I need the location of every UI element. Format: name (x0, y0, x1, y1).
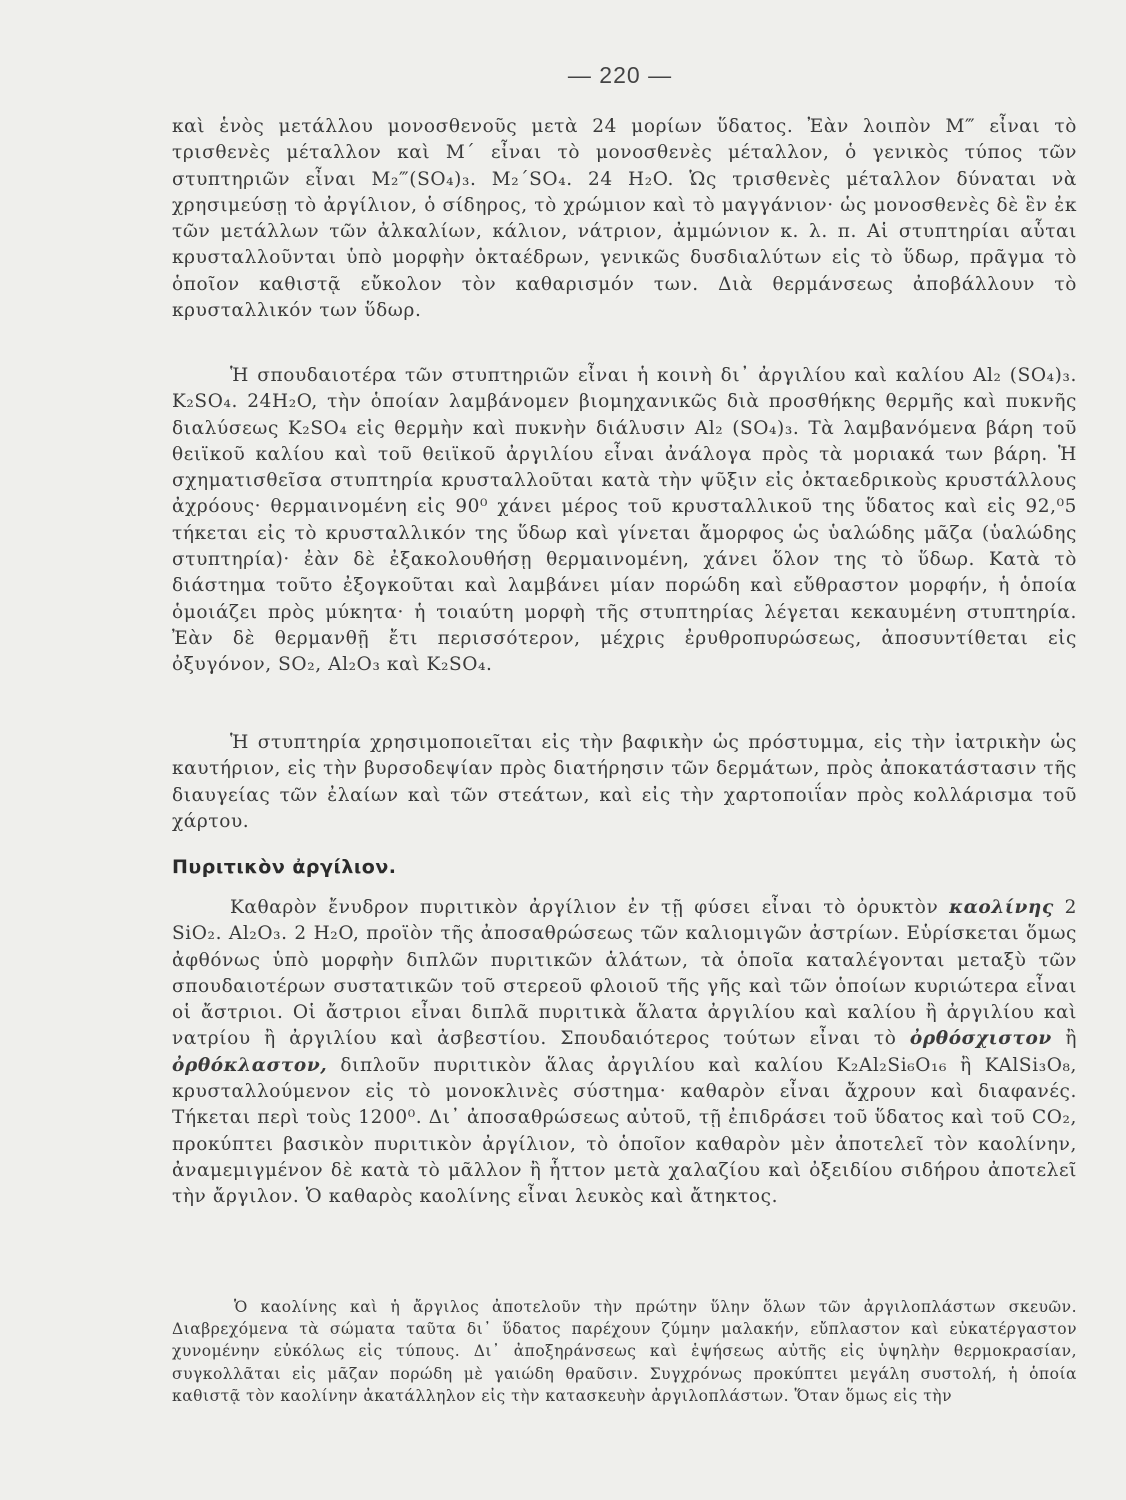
kaolin-or: ἢ (1065, 1028, 1078, 1050)
paragraph-common-alum: Ἡ σπουδαιοτέρα τῶν στυπτηριῶν εἶναι ἡ κοινὴ δι᾽ ἀργιλίου καὶ καλίου Al₂ (SO₄)₃. K₂SO₄. 24H₂O, τὴν ὁποίαν λαμβάνομεν βιομηχανικῶς διὰ προσθήκης θερμῆς καὶ πυκνῆς διαλύσεως K₂SO₄ εἰς θερμὴν καὶ πυκνὴν διάλυσιν Al₂ (SO₄)₃. Τὰ λαμβανόμενα βάρη τοῦ θειϊκοῦ καλίου καὶ τοῦ θειϊκοῦ ἀργιλίου εἶναι ἀνάλογα πρὸς τὰ μοριακά των βάρη. Ἡ σχηματισθεῖσα στυπτηρία κρυσταλλοῦται κατὰ τὴν ψῦξιν εἰς ὀκταεδρικοὺς κρυστάλλους ἀχρόους· θερμαινομένη εἰς 90⁰ χάνει μέρος τοῦ κρυσταλλικοῦ της ὕδατος καὶ εἰς 92,⁰5 τήκεται εἰς τὸ κρυσταλλικόν της ὕδωρ καὶ γίνεται ἄμορφος ὡς ὑαλώδης μᾶζα (ὑαλώδης στυπτηρία)· ἐὰν δὲ ἐξακολουθήσῃ θερμαινομένη, χάνει ὅλον της τὸ ὕδωρ. Κατὰ τὸ διάστημα τοῦτο ἐξογκοῦται καὶ λαμβάνει μίαν πορώδη καὶ εὔθραστον μορφήν, ἡ ὁποία ὁμοιάζει πρὸς μύκητα· ἡ τοιαύτη μορφὴ τῆς στυπτηρίας λέγεται κεκαυμένη στυπτηρία. Ἐὰν δὲ θερμανθῇ ἔτι περισσότερον, μέχρις ἐρυθροπυρώσεως, ἀποσυντίθεται εἰς ὀξυγόνον, SO₂, Al₂O₃ καὶ K₂SO₄. (172, 365, 1077, 676)
paragraph-alum-formula: καὶ ἑνὸς μετάλλου μονοσθενοῦς μετὰ 24 μορίων ὕδατος. Ἐὰν λοιπὸν M‴ εἶναι τὸ τρισθενὲς μέταλλον καὶ M΄ εἶναι τὸ μονοσθενὲς μέταλλον, ὁ γενικὸς τύπος τῶν στυπτηριῶν εἶναι M₂‴(SO₄)₃. M₂΄SO₄. 24 H₂O. Ὡς τρισθενὲς μέταλλον δύναται νὰ χρησιμεύσῃ τὸ ἀργίλιον, ὁ σίδηρος, τὸ χρώμιον καὶ τὸ μαγγάνιον· ὡς μονοσθενὲς δὲ ἓν ἐκ τῶν μετάλλων τῶν ἀλκαλίων, κάλιον, νάτριον, ἀμμώνιον κ. λ. π. Αἱ στυπτηρίαι αὗται κρυσταλλοῦνται ὑπὸ μορφὴν ὀκταέδρων, γενικῶς δυσδιαλύτων εἰς τὸ ὕδωρ, πρᾶγμα τὸ ὁποῖον καθιστᾷ εὔκολον τὸν καθαρισμόν των. Διὰ θερμάνσεως ἀποβάλλουν τὸ κρυσταλλικόν των ὕδωρ. (172, 116, 1077, 322)
kaolin-intro: Καθαρὸν ἔνυδρον πυριτικὸν ἀργίλιον ἐν τῇ φύσει εἶναι τὸ ὀρυκτὸν (230, 897, 939, 918)
kaolin-rest: διπλοῦν πυριτικὸν ἅλας ἀργιλίου καὶ καλίου K₂Al₂Si₆O₁₆ ἢ KAlSi₃O₈, κρυσταλλούμενον εἰς τὸ μονοκλινὲς σύστημα· καθαρὸν εἶναι ἄχρουν καὶ διαφανές. Τήκεται περὶ τοὺς 1200⁰. Δι᾽ ἀποσαθρώσεως αὐτοῦ, τῇ ἐπιδράσει τοῦ ὕδατος καὶ τοῦ CO₂, προκύπτει βασικὸν πυριτικὸν ἀργίλιον, τὸ ὁποῖον καθαρὸν μὲν ἀποτελεῖ τὸν καολίνην, ἀναμεμιγμένον δὲ κατὰ τὸ μᾶλλον ἢ ἧττον μετὰ χαλαζίου καὶ ὀξειδίου σιδήρου ἀποτελεῖ τὴν ἄργιλον. Ὁ καθαρὸς καολίνης εἶναι λευκὸς καὶ ἄτηκτος. (172, 1054, 1078, 1208)
page-number: — 220 — (567, 62, 673, 88)
kaolin-body: 2 SiO₂. Al₂O₃. 2 H₂O, προϊὸν τῆς ἀποσαθρώσεως τῶν καλιομιγῶν ἀστρίων. Εὑρίσκεται ὅμως ἀφθόνως ὑπὸ μορφὴν διπλῶν πυριτικῶν ἁλάτων, τὰ ὁποῖα καταλέγονται μεταξὺ τῶν σπουδαιοτέρων συστατικῶν τοῦ στερεοῦ φλοιοῦ τῆς γῆς καὶ τῶν ὁποίων κυριώτερα εἶναι οἱ ἄστριοι. Οἱ ἄστριοι εἶναι διπλᾶ πυριτικὰ ἅλατα ἀργιλίου καὶ καλίου ἢ ἀργιλίου καὶ νατρίου ἢ ἀργιλίου καὶ ἀσβεστίου. Σπουδαιότερος τούτων εἶναι τὸ (172, 897, 1077, 1050)
term-kaolin: καολίνης (949, 897, 1054, 918)
footnote-paragraph: Ὁ καολίνης καὶ ἡ ἄργιλος ἀποτελοῦν τὴν πρώτην ὕλην ὅλων τῶν ἀργιλοπλάστων σκευῶν. Διαβρεχόμενα τὰ σώματα ταῦτα δι᾽ ὕδατος παρέχουν ζύμην μαλακήν, εὔπλαστον καὶ εὐκατέργαστον χυνομένην εὐκόλως εἰς τύπους. Δι᾽ ἀποξηράνσεως καὶ ἑψήσεως αὐτῆς εἰς ὑψηλὴν θερμοκρασίαν, συγκολλᾶται εἰς μᾶζαν πορώδη μὲ γαιώδη θραῦσιν. Συγχρόνως προκύπτει μεγάλη συστολή, ἡ ὁποία καθιστᾷ τὸν καολίνην ἀκατάλληλον εἰς τὴν κατασκευὴν ἀργιλοπλάστων. Ὅταν ὅμως εἰς τὴν (172, 1298, 1077, 1405)
term-orthoschist: ὀρθόσχιστον (909, 1028, 1052, 1050)
term-orthoclase: ὀρθόκλαστον, (172, 1054, 328, 1076)
section-heading: Πυριτικὸν ἀργίλιον. (172, 856, 397, 878)
paragraph-alum-uses: Ἡ στυπτηρία χρησιμοποιεῖται εἰς τὴν βαφικὴν ὡς πρόστυμμα, εἰς τὴν ἰατρικὴν ὡς καυτήριον, εἰς τὴν βυρσοδεψίαν πρὸς διατήρησιν τῶν δερμάτων, πρὸς ἀποκατάστασιν τῆς διαυγείας τῶν ἐλαίων καὶ τῶν στεάτων, καὶ εἰς τὴν χαρτοποιΐαν πρὸς κολλάρισμα τοῦ χάρτου. (172, 732, 1077, 832)
paragraph-kaolin (172, 895, 1077, 1211)
